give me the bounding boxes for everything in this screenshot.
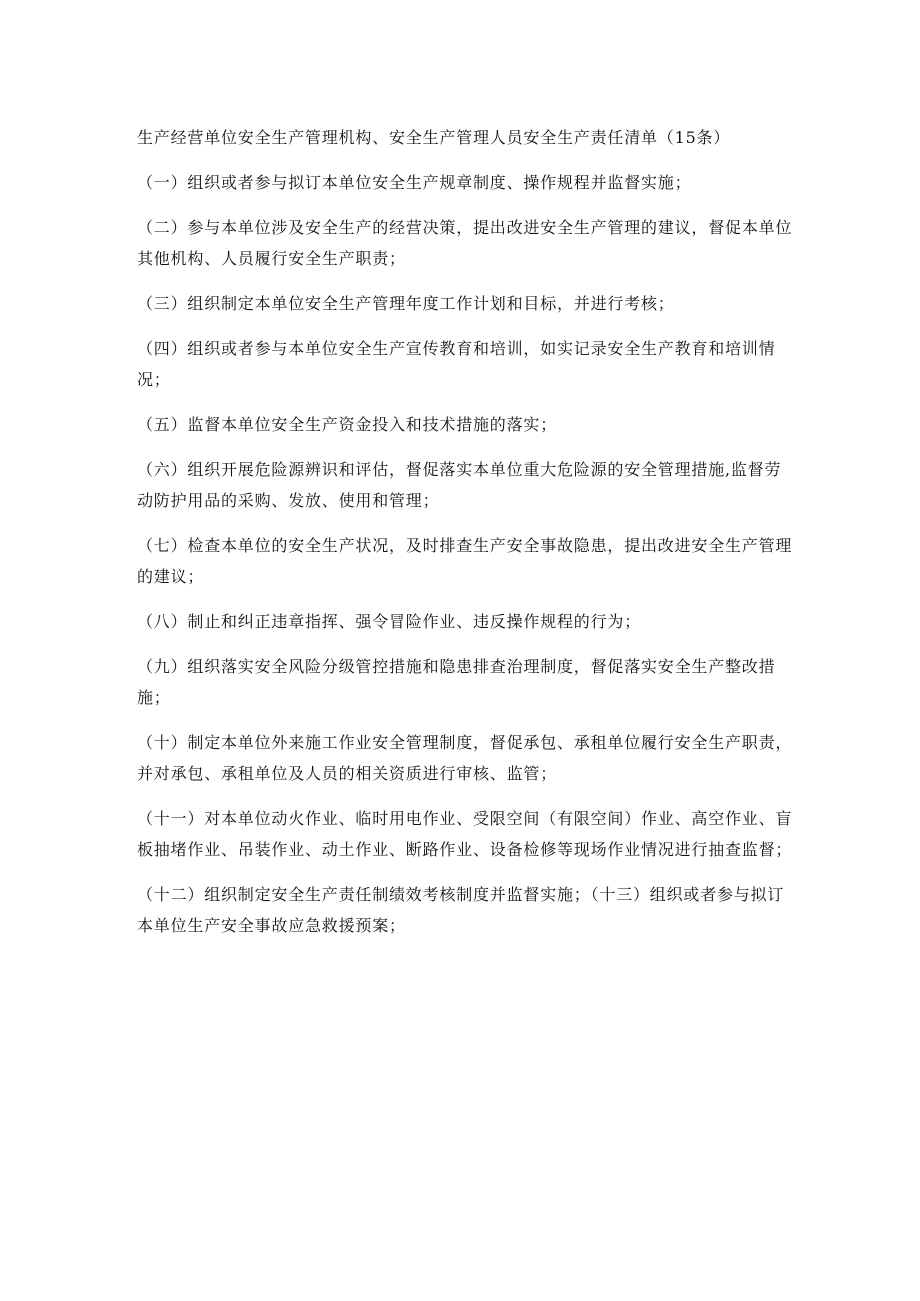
list-item-5: （五）监督本单位安全生产资金投入和技术措施的落实； bbox=[137, 415, 558, 434]
list-item-4: （四）组织或者参与本单位安全生产宣传教育和培训，如实记录安全生产教育和培训情况； bbox=[137, 339, 776, 389]
list-item-2: （二）参与本单位涉及安全生产的经营决策，提出改进安全生产管理的建议，督促本单位其他机构、人员履行安全生产职责； bbox=[137, 218, 793, 268]
list-item-11: （十一）对本单位动火作业、临时用电作业、受限空间（有限空间）作业、高空作业、盲板抽堵作业、吊装作业、动土作业、断路作业、设备检修等现场作业情况进行抽查监督； bbox=[137, 809, 793, 859]
list-item-9: （九）组织落实安全风险分级管控措施和隐患排查治理制度，督促落实安全生产整改措施； bbox=[137, 657, 776, 707]
list-item-12-13: （十二）组织制定安全生产责任制绩效考核制度并监督实施；（十三）组织或者参与拟订本单位生产安全事故应急救援预案； bbox=[137, 885, 785, 935]
document-title: 生产经营单位安全生产管理机构、安全生产管理人员安全生产责任清单（15条） bbox=[137, 128, 731, 147]
list-item-3: （三）组织制定本单位安全生产管理年度工作计划和目标，并进行考核； bbox=[137, 294, 675, 313]
list-item-7: （七）检查本单位的安全生产状况，及时排查生产安全事故隐患，提出改进安全生产管理的建议； bbox=[137, 536, 793, 586]
list-item-8: （八）制止和纠正违章指挥、强令冒险作业、违反操作规程的行为； bbox=[137, 612, 642, 631]
list-item-1: （一）组织或者参与拟订本单位安全生产规章制度、操作规程并监督实施； bbox=[137, 173, 692, 192]
list-item-10: （十）制定本单位外来施工作业安全管理制度，督促承包、承租单位履行安全生产职责，并对承包、承租单位及人员的相关资质进行审核、监管； bbox=[137, 733, 793, 783]
list-item-6: （六）组织开展危险源辨识和评估，督促落实本单位重大危险源的安全管理措施,监督劳动防护用品的采购、发放、使用和管理； bbox=[137, 460, 782, 510]
document-body bbox=[137, 122, 797, 955]
